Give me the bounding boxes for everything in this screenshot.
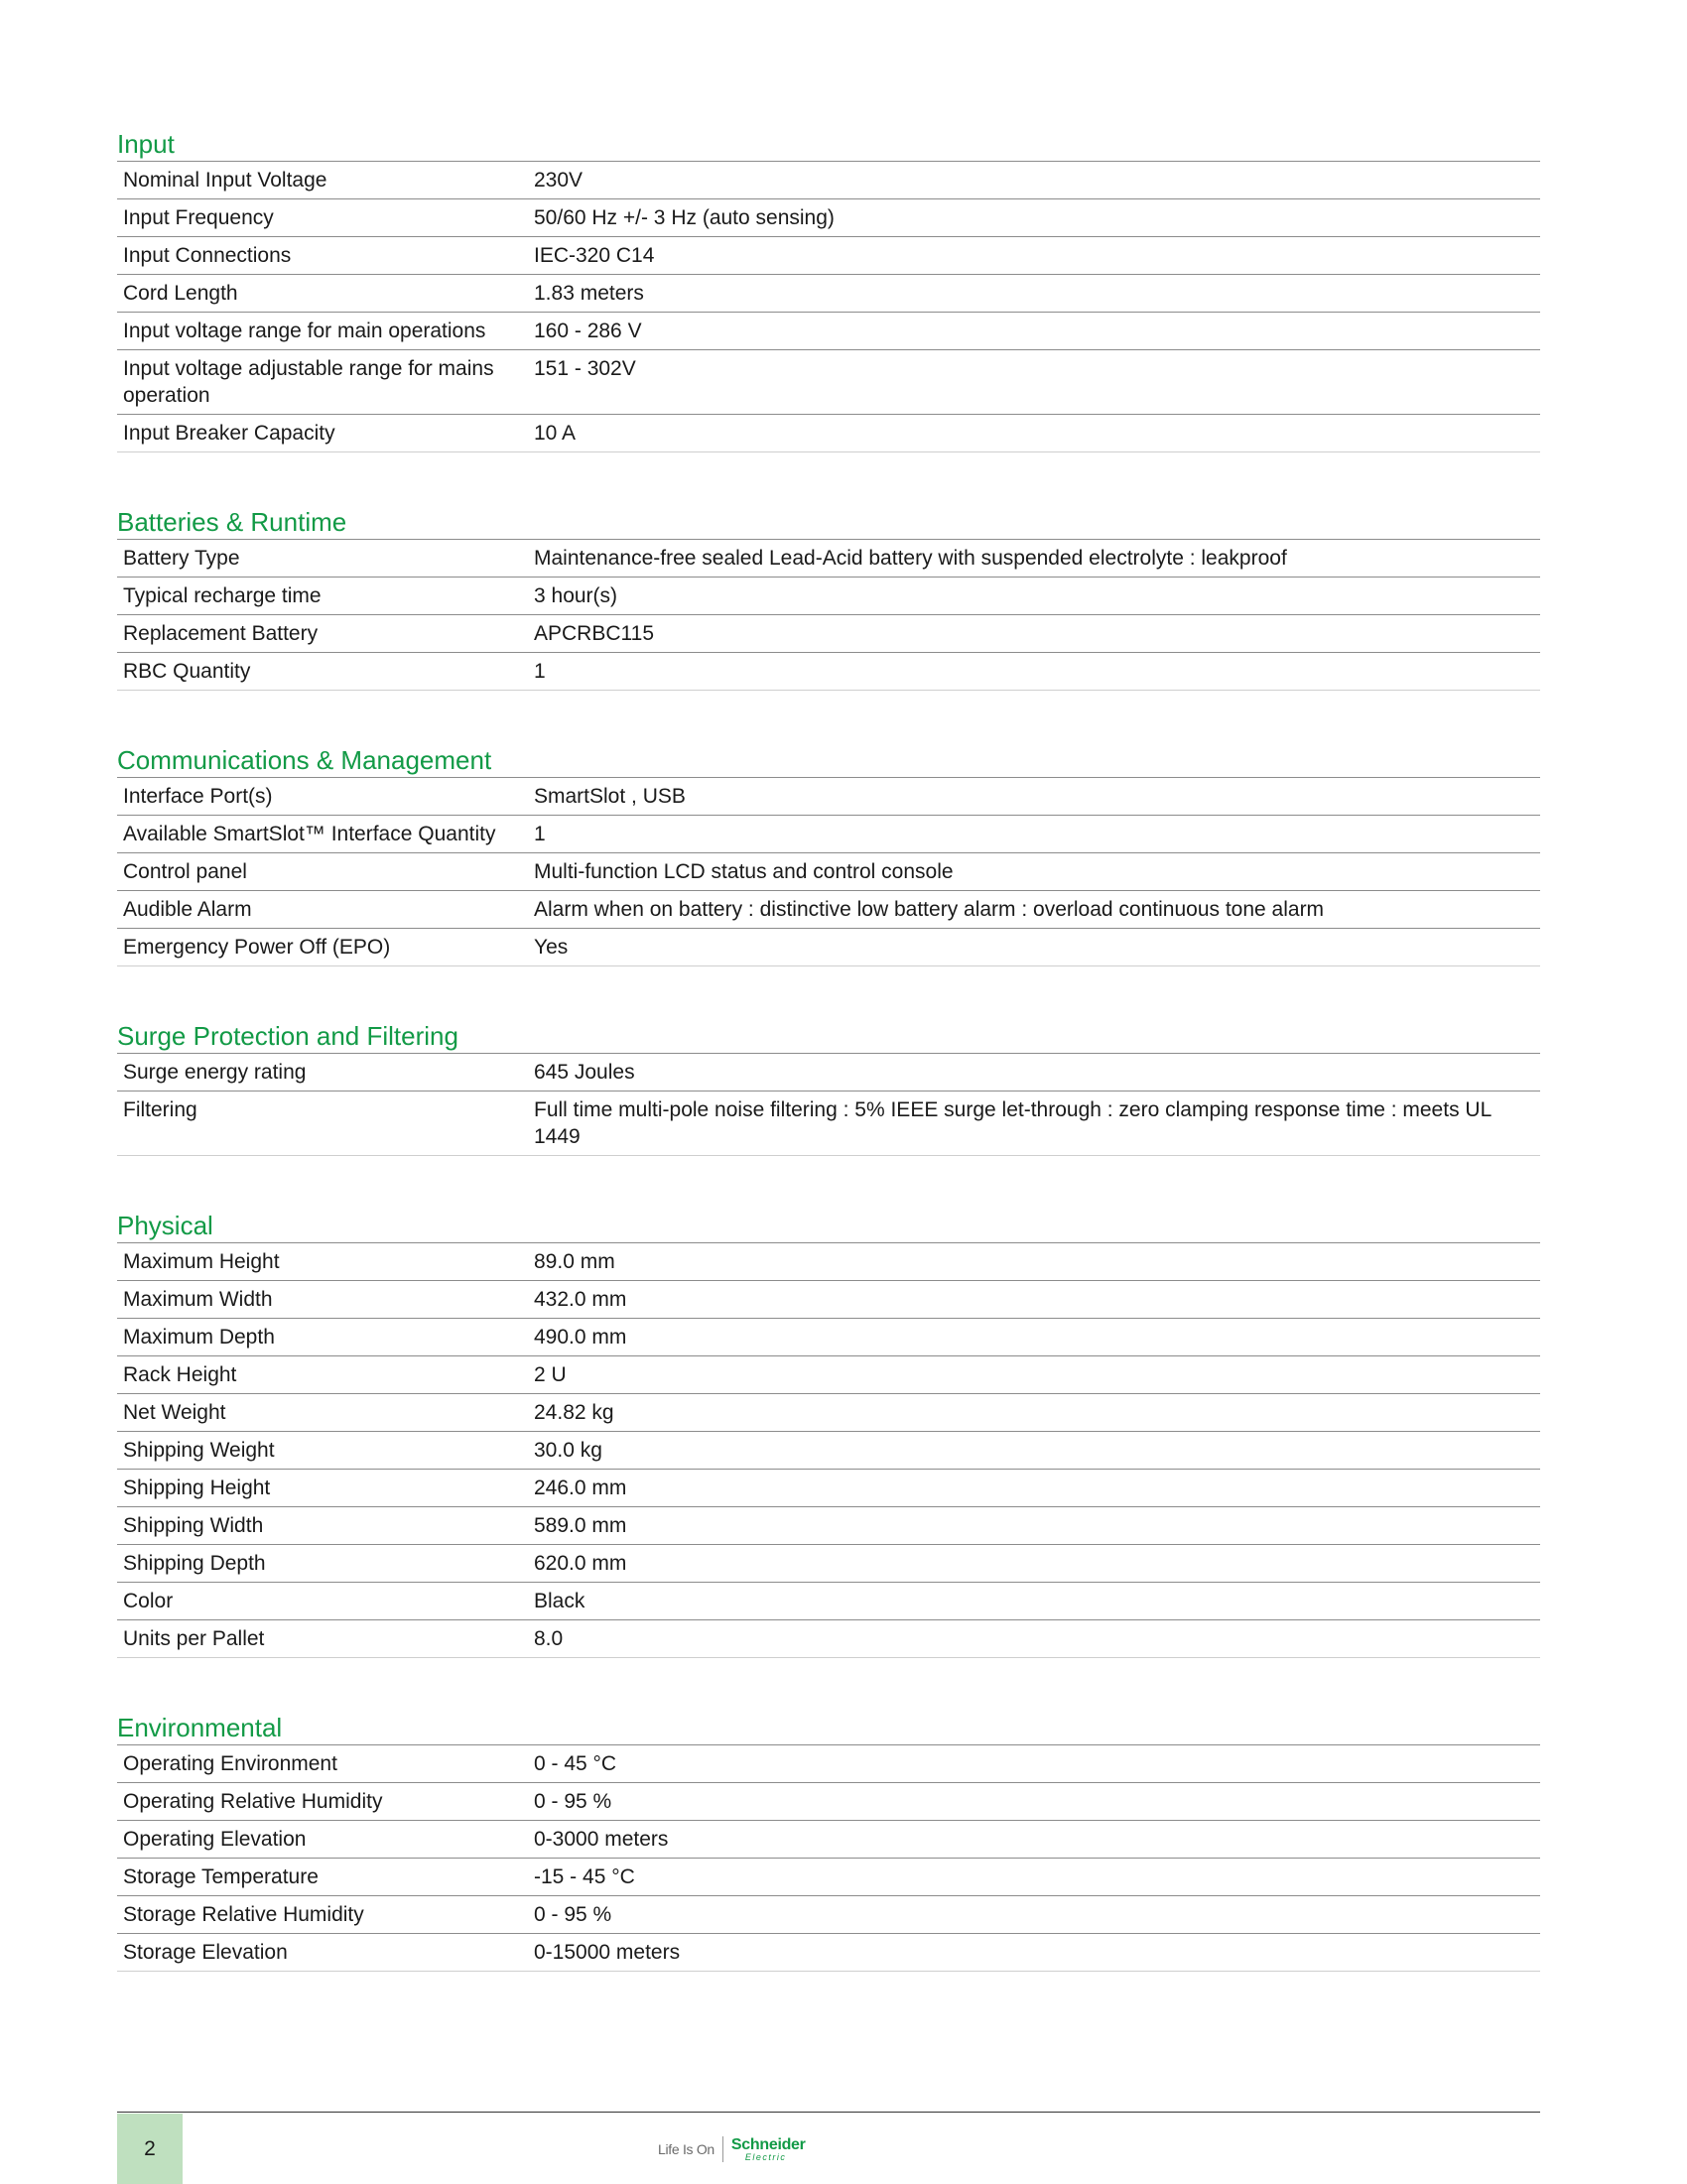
- spec-label: Operating Environment: [123, 1752, 337, 1775]
- spec-section: [117, 1019, 1540, 1156]
- spec-row: [117, 1745, 1540, 1783]
- spec-row: [117, 1620, 1540, 1658]
- spec-value: 1: [534, 660, 546, 683]
- spec-value: Alarm when on battery : distinctive low battery alarm : overload continuous tone alarm: [534, 898, 1325, 921]
- spec-value: 50/60 Hz +/- 3 Hz (auto sensing): [534, 206, 835, 229]
- spec-label: Filtering: [123, 1098, 197, 1121]
- spec-label: Interface Port(s): [123, 785, 273, 808]
- spec-row: [117, 1545, 1540, 1583]
- spec-value: 490.0 mm: [534, 1326, 627, 1349]
- spec-value: Maintenance-free sealed Lead-Acid battery with suspended electrolyte : leakproof: [534, 547, 1287, 570]
- spec-value: 246.0 mm: [534, 1477, 627, 1499]
- section-title: Input: [117, 127, 1540, 162]
- spec-value: IEC-320 C14: [534, 244, 655, 267]
- spec-value: 230V: [534, 169, 584, 192]
- spec-row: [117, 816, 1540, 853]
- spec-label: Surge energy rating: [123, 1061, 307, 1084]
- spec-label: Shipping Height: [123, 1477, 271, 1499]
- spec-label: Color: [123, 1590, 174, 1612]
- spec-row: [117, 237, 1540, 275]
- spec-value: 8.0: [534, 1627, 564, 1650]
- spec-row: [117, 1243, 1540, 1281]
- spec-row: [117, 578, 1540, 615]
- spec-label: Shipping Width: [123, 1514, 264, 1537]
- logo-subtext: Electric: [744, 2151, 787, 2162]
- spec-value: 160 - 286 V: [534, 320, 642, 342]
- spec-value: 1.83 meters: [534, 282, 644, 305]
- spec-row: [117, 1896, 1540, 1934]
- section-title: Environmental: [117, 1711, 1540, 1745]
- spec-label: Input voltage adjustable range for mains operation: [123, 357, 494, 407]
- spec-label: Operating Elevation: [123, 1828, 307, 1851]
- spec-section: [117, 127, 1540, 452]
- section-title: Physical: [117, 1209, 1540, 1243]
- spec-value: SmartSlot , USB: [534, 785, 686, 808]
- spec-value: 30.0 kg: [534, 1439, 602, 1462]
- schneider-logo: [731, 2137, 806, 2162]
- spec-value: 2 U: [534, 1363, 567, 1386]
- spec-value: APCRBC115: [534, 622, 654, 645]
- spec-row: [117, 540, 1540, 578]
- spec-value: 620.0 mm: [534, 1552, 627, 1575]
- spec-row: [117, 1054, 1540, 1092]
- spec-value: 432.0 mm: [534, 1288, 627, 1311]
- spec-label: Rack Height: [123, 1363, 237, 1386]
- spec-value: -15 - 45 °C: [534, 1865, 635, 1888]
- spec-label: Audible Alarm: [123, 898, 252, 921]
- spec-value: 0-3000 meters: [534, 1828, 669, 1851]
- spec-label: Net Weight: [123, 1401, 226, 1424]
- spec-row: [117, 1783, 1540, 1821]
- spec-value: 89.0 mm: [534, 1250, 615, 1273]
- spec-label: Units per Pallet: [123, 1627, 265, 1650]
- page-number: 2: [117, 2114, 183, 2184]
- spec-row: [117, 929, 1540, 966]
- spec-label: Storage Relative Humidity: [123, 1903, 364, 1926]
- spec-label: Battery Type: [123, 547, 240, 570]
- spec-row: [117, 891, 1540, 929]
- spec-row: [117, 1859, 1540, 1896]
- spec-label: Cord Length: [123, 282, 238, 305]
- spec-value: 0 - 45 °C: [534, 1752, 617, 1775]
- spec-value: 10 A: [534, 422, 577, 445]
- spec-value: Full time multi-pole noise filtering : 5% IEEE surge let-through : zero clamping response time : meets UL 1449: [534, 1098, 1492, 1148]
- spec-row: [117, 1319, 1540, 1356]
- section-title: Communications & Management: [117, 743, 1540, 778]
- spec-row: [117, 1356, 1540, 1394]
- spec-row: [117, 1934, 1540, 1972]
- spec-label: Input voltage range for main operations: [123, 320, 486, 342]
- spec-section: [117, 505, 1540, 691]
- spec-label: Storage Temperature: [123, 1865, 319, 1888]
- spec-value: 589.0 mm: [534, 1514, 627, 1537]
- spec-row: [117, 615, 1540, 653]
- spec-value: 645 Joules: [534, 1061, 635, 1084]
- spec-row: [117, 853, 1540, 891]
- spec-row: [117, 778, 1540, 816]
- brand-divider: [722, 2136, 723, 2162]
- spec-label: Control panel: [123, 860, 247, 883]
- spec-value: 0 - 95 %: [534, 1903, 612, 1926]
- spec-section: [117, 1209, 1540, 1658]
- spec-label: Maximum Depth: [123, 1326, 275, 1349]
- spec-sheet: [117, 127, 1540, 2024]
- spec-row: [117, 275, 1540, 313]
- spec-row: [117, 199, 1540, 237]
- brand-mark: [658, 2134, 806, 2164]
- spec-label: Storage Elevation: [123, 1941, 288, 1964]
- spec-value: Multi-function LCD status and control console: [534, 860, 954, 883]
- spec-value: Yes: [534, 936, 569, 959]
- spec-value: 0 - 95 %: [534, 1790, 612, 1813]
- spec-row: [117, 313, 1540, 350]
- spec-value: 24.82 kg: [534, 1401, 614, 1424]
- spec-section: [117, 1711, 1540, 1972]
- spec-label: Replacement Battery: [123, 622, 319, 645]
- spec-row: [117, 1583, 1540, 1620]
- section-title: Surge Protection and Filtering: [117, 1019, 1540, 1054]
- spec-row: [117, 1507, 1540, 1545]
- spec-row: [117, 350, 1540, 415]
- spec-label: Typical recharge time: [123, 584, 322, 607]
- logo-wordmark: Schneider: [730, 2135, 806, 2153]
- spec-label: Input Frequency: [123, 206, 274, 229]
- spec-label: Input Connections: [123, 244, 292, 267]
- spec-row: [117, 1394, 1540, 1432]
- spec-value: Black: [534, 1590, 585, 1612]
- tagline: Life Is On: [658, 2141, 714, 2157]
- spec-value: 151 - 302V: [534, 357, 636, 380]
- spec-label: Shipping Weight: [123, 1439, 275, 1462]
- spec-row: [117, 1432, 1540, 1470]
- spec-row: [117, 1092, 1540, 1156]
- spec-row: [117, 1470, 1540, 1507]
- section-title: Batteries & Runtime: [117, 505, 1540, 540]
- spec-label: Input Breaker Capacity: [123, 422, 335, 445]
- spec-value: 3 hour(s): [534, 584, 618, 607]
- spec-label: Shipping Depth: [123, 1552, 266, 1575]
- spec-section: [117, 743, 1540, 966]
- spec-row: [117, 1281, 1540, 1319]
- spec-label: Maximum Width: [123, 1288, 273, 1311]
- spec-label: Maximum Height: [123, 1250, 280, 1273]
- spec-row: [117, 162, 1540, 199]
- spec-row: [117, 1821, 1540, 1859]
- spec-label: Operating Relative Humidity: [123, 1790, 383, 1813]
- spec-value: 0-15000 meters: [534, 1941, 681, 1964]
- spec-value: 1: [534, 823, 546, 845]
- page-footer: [117, 2112, 1540, 2184]
- spec-row: [117, 653, 1540, 691]
- spec-label: Available SmartSlot™ Interface Quantity: [123, 823, 496, 845]
- spec-label: Nominal Input Voltage: [123, 169, 327, 192]
- spec-label: Emergency Power Off (EPO): [123, 936, 391, 959]
- spec-row: [117, 415, 1540, 452]
- spec-label: RBC Quantity: [123, 660, 251, 683]
